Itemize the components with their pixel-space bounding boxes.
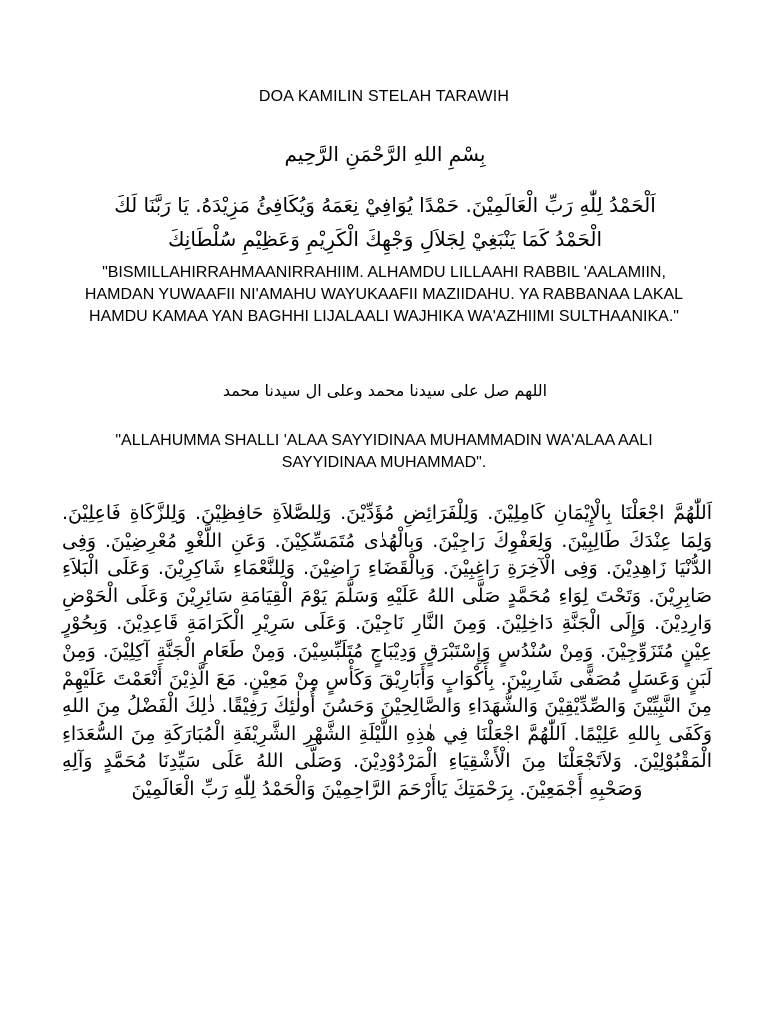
basmalah-arabic: بِسْمِ اللهِ الرَّحْمَنِ الرَّحِيم xyxy=(284,142,486,166)
hamdalah-transliteration: "BISMILLAHIRRAHMAANIRRAHIIM. ALHAMDU LILLAAHI RABBIL 'AALAMIIN, HAMDAN YUWAAFII NI'AMAHU WAYUKAAFII MAZIIDAHU. YA RABBANAA LAKAL HAMDU KAMAA YAN BAGHHI LIJALAALI WAJHIKA WA'AZHIIMI SULTHAANIKA." xyxy=(84,264,684,325)
shalawat-transliteration: "ALLAHUMMA SHALLI 'ALAA SAYYIDINAA MUHAMMADIN WA'ALAA AALI SAYYIDINAA MUHAMMAD". xyxy=(115,432,653,471)
page-title: DOA KAMILIN STELAH TARAWIH xyxy=(258,88,510,105)
shalawat-arabic: اللهم صل على سيدنا محمد وعلى ال سيدنا محمد xyxy=(222,381,548,400)
hamdalah-arabic: اَلْحَمْدُ لِلّٰهِ رَبِّ الْعَالَمِيْنَ. حَمْدًا يُوَافِيْ نِعَمَهُ وَيُكَافِئُ مَزِيْدَهُ. يَا رَبَّنَا لَكَ الْحَمْدُ كَمَا يَنْبَغِيْ لِجَلاَلِ وَجْهِكَ الْكَرِيْمِ وَعَظِيْمِ سُلْطَانِكَ xyxy=(114,193,656,251)
doa-kamilin-arabic: اَللّٰهُمَّ اجْعَلْنَا بِالْإِيْمَانِ كَامِلِيْنَ. وَلِلْفَرَائِضِ مُؤَدِّيْنَ. وَلِلصَّلاَةِ حَافِظِيْنَ. وَلِلزَّكَاةِ فَاعِلِيْنَ. وَلِمَا عِنْدَكَ طَالِبِيْنَ. وَلِعَفْوِكَ رَاجِيْنَ. وَبِالْهُدٰى مُتَمَسِّكِيْنَ. وَعَنِ اللَّغْوِ مُعْرِضِيْنَ. وَفِى الدُّنْيَا زَاهِدِيْنَ. وَفِى الْآخِرَةِ رَاغِبِيْنَ. وَبِالْقَضَاءِ رَاضِيْنَ. وَلِلنَّعْمَاءِ شَاكِرِيْنَ. وَعَلَى الْبَلاَءِ صَابِرِيْنَ. وَتَحْتَ لِوَاءِ مُحَمَّدٍ صَلَّى اللهُ عَلَيْهِ وَسَلَّمَ يَوْمَ الْقِيَامَةِ سَائِرِيْنَ وَعَلَى الْحَوْضِ وَارِدِيْنَ. وَإِلَى الْجَنَّةِ دَاخِلِيْنَ. وَمِنَ النَّارِ نَاجِيْنَ. وَعَلَى سَرِيْرِ الْكَرَامَةِ قَاعِدِيْنَ. وَبِحُوْرٍ عِيْنٍ مُتَزَوِّجِيْنَ. وَمِنْ سُنْدُسٍ وَإِسْتَبْرَقٍ وَدِيْبَاجٍ مُتَلَبِّسِيْنَ. وَمِنْ طَعَامِ الْجَنَّةِ آكِلِيْنَ. وَمِنْ لَبَنٍ وَعَسَلٍ مُصَفًّى شَارِبِيْنَ. بِأَكْوَابٍ وَأَبَارِيْقَ وَكَأْسٍ مِنْ مَعِيْنٍ. مَعَ الَّذِيْنَ أَنْعَمْتَ عَلَيْهِمْ مِنَ النَّبِيِّيْنَ وَالصِّدِّيْقِيْنَ وَالشُّهَدَاءِ وَالصَّالِحِيْنَ وَحَسُنَ أُولٰئِكَ رَفِيْقًا. ذٰلِكَ الْفَضْلُ مِنَ اللهِ وَكَفَى بِاللهِ عَلِيْمًا. اَللّٰهُمَّ اجْعَلْنَا فِي هٰذِهِ اللَّيْلَةِ الشَّهْرِ الشَّرِيْفَةِ الْمُبَارَكَةِ مِنَ السُّعَدَاءِ الْمَقْبُوْلِيْنَ. وَلاَتَجْعَلْنَا مِنَ الْأَشْقِيَاءِ الْمَرْدُوْدِيْنَ. وَصَلَّى اللهُ عَلَى سَيِّدِنَا مُحَمَّدٍ وَآلِهِ وَصَحْبِهِ أَجْمَعِيْنَ. بِرَحْمَتِكَ يَاأَرْحَمَ الرَّاحِمِيْنَ وَالْحَمْدُ لِلّٰهِ رَبِّ الْعَالَمِيْنَ xyxy=(62,502,712,800)
